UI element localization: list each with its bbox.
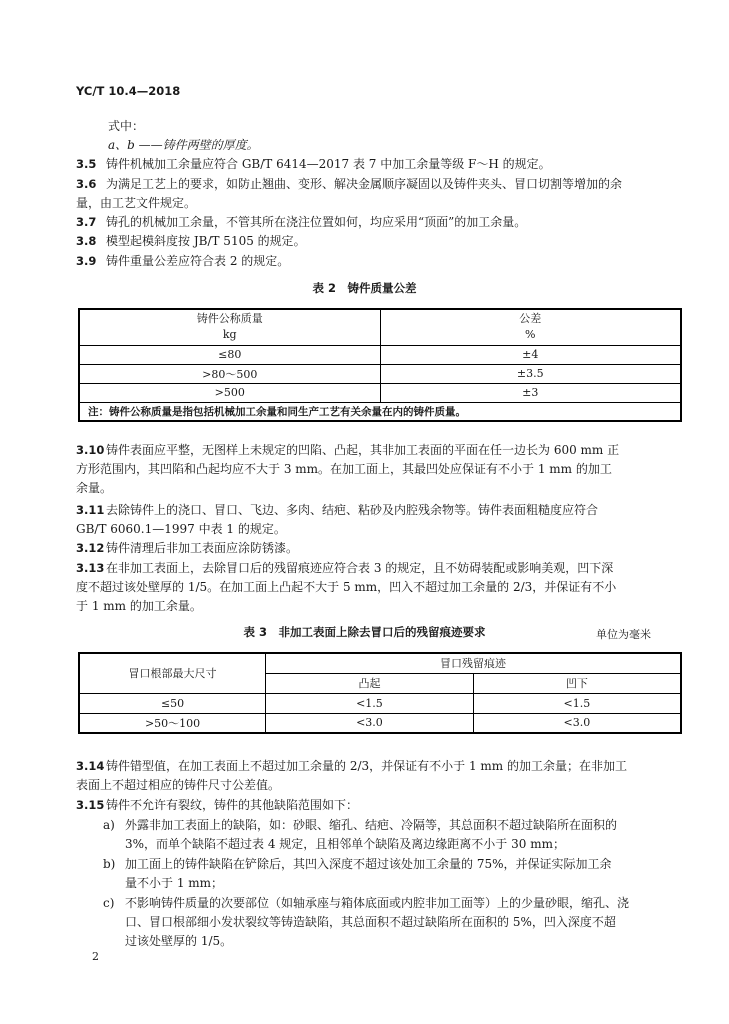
- table-note-row: [79, 402, 681, 421]
- header-cell-mass: [79, 309, 380, 345]
- table-cell: ≤50: [79, 693, 266, 713]
- clause-text: 为满足工艺上的要求，如防止翘曲、变形、解决金属顺序凝固以及铸件夹头、冒口切割等增加的余: [106, 177, 623, 191]
- header-cell-group: 冒口残留痕迹: [266, 653, 681, 673]
- table-note: 注：铸件公称质量是指包括机械加工余量和同生产工艺有关余量在内的铸件质量。: [79, 402, 681, 421]
- header-cell-riser-size: 冒口根部最大尺寸: [79, 653, 266, 693]
- table-cell: ±3.5: [380, 364, 681, 383]
- clause-number: 3.13: [76, 561, 105, 575]
- clause-3-13: [76, 558, 613, 578]
- header-cell-bump: 凸起: [266, 673, 474, 693]
- table-row: [79, 713, 681, 733]
- formula-where-label: 式中：: [108, 119, 145, 133]
- clause-text: 模型起模斜度按 JB/T 5105 的规定。: [106, 234, 306, 248]
- list-item-b-label: b): [103, 857, 116, 871]
- clause-3-11-line-2: GB/T 6060.1—1997 中表 1 的规定。: [76, 522, 286, 536]
- list-item-c-line-1: 不影响铸件质量的次要部位（如轴承座与箱体底面或内腔非加工面等）上的少量砂眼，缩孔、浇: [125, 896, 630, 910]
- clause-text: 铸件不允许有裂纹，铸件的其他缺陷范围如下：: [106, 798, 359, 812]
- clause-number: 3.9: [76, 254, 97, 268]
- clause-3-13-line-2: 度不超过该处壁厚的 1/5。在加工面上凸起不大于 5 mm，凹入不超过加工余量的 2/3，并保证有不小: [76, 580, 617, 594]
- table-cell: ≤80: [79, 345, 380, 364]
- clause-text: 铸件重量公差应符合表 2 的规定。: [106, 254, 290, 268]
- clause-3-10-line-2: 方形范围内，其凹陷和凸起均应不大于 3 mm。在加工面上，其最凹处应保证有不小于 1 mm 的加工: [76, 462, 612, 476]
- header-unit: %: [525, 328, 536, 342]
- table-row: [79, 383, 681, 402]
- clause-3-14: [76, 756, 627, 776]
- clause-number: 3.7: [76, 215, 97, 229]
- table-2-casting-mass-tolerance: [78, 308, 682, 422]
- clause-number: 3.6: [76, 177, 97, 191]
- table-3-caption: 表 3 非加工表面上除去冒口后的残留痕迹要求: [243, 625, 486, 639]
- table-row: [79, 693, 681, 713]
- clause-3-10: [76, 440, 619, 460]
- clause-text: 铸件机械加工余量应符合 GB/T 6414—2017 表 7 中加工余量等级 F～H 的规定。: [106, 157, 551, 171]
- standard-code-header: YC/T 10.4—2018: [76, 84, 181, 98]
- table-row: [79, 345, 681, 364]
- table-2-caption: 表 2 铸件质量公差: [312, 281, 417, 295]
- table-cell: >50～100: [79, 713, 266, 733]
- clause-number: 3.12: [76, 541, 105, 555]
- clause-3-10-line-3: 余量。: [76, 481, 113, 495]
- clause-3-12: [76, 538, 298, 558]
- list-item-c-line-2: 口、冒口根部细小发状裂纹等铸造缺陷，其总面积不超过缺陷所在面积的 5%，凹入深度不超: [125, 915, 616, 929]
- table-cell: >500: [79, 383, 380, 402]
- clause-number: 3.14: [76, 759, 105, 773]
- clause-number: 3.8: [76, 234, 97, 248]
- table-cell: <1.5: [473, 693, 681, 713]
- clause-3-15: [76, 795, 358, 815]
- page-number: 2: [92, 950, 99, 963]
- table-cell: <3.0: [266, 713, 474, 733]
- clause-3-14-line-2: 表面上不超过相应的铸件尺寸公差值。: [76, 778, 281, 792]
- list-item-a-label: a): [103, 818, 115, 832]
- clause-text: 铸孔的机械加工余量，不管其所在浇注位置如何，均应采用“顶面”的加工余量。: [106, 215, 527, 229]
- table-cell: <1.5: [266, 693, 474, 713]
- table-cell: ±3: [380, 383, 681, 402]
- table-cell: <3.0: [473, 713, 681, 733]
- table-header-row: [79, 309, 681, 345]
- table-3-riser-residual-marks: [78, 652, 682, 734]
- table-cell: >80～500: [79, 364, 380, 383]
- header-unit: kg: [222, 328, 237, 342]
- clause-3-13-line-3: 于 1 mm 的加工余量。: [76, 599, 202, 613]
- list-item-a-line-1: 外露非加工表面上的缺陷，如：砂眼、缩孔、结疤、冷隔等，其总面积不超过缺陷所在面积的: [125, 818, 618, 832]
- header-cell-tolerance: [380, 309, 681, 345]
- clause-3-6: [76, 174, 622, 194]
- clause-number: 3.15: [76, 798, 105, 812]
- clause-3-9: [76, 251, 289, 271]
- clause-text: 铸件错型值，在加工表面上不超过加工余量的 2/3，并保证有不小于 1 mm 的加工余量；在非加工: [106, 759, 627, 773]
- clause-number: 3.11: [76, 503, 105, 517]
- list-item-c-line-3: 过该处壁厚的 1/5。: [125, 934, 233, 948]
- list-item-b-line-2: 量不小于 1 mm；: [125, 876, 224, 890]
- list-item-b-line-1: 加工面上的铸件缺陷在铲除后，其凹入深度不超过该处加工余量的 75%，并保证实际加工余: [125, 857, 612, 871]
- list-item-a-line-2: 3%，而单个缺陷不超过表 4 规定，且相邻单个缺陷及离边缘距离不小于 30 mm；: [125, 837, 565, 851]
- clause-3-8: [76, 231, 306, 251]
- clause-text: 铸件清理后非加工表面应涂防锈漆。: [106, 541, 299, 555]
- table-header-row: [79, 653, 681, 673]
- table-row: [79, 364, 681, 383]
- clause-number: 3.10: [76, 443, 105, 457]
- clause-number: 3.5: [76, 157, 97, 171]
- table-3-unit: 单位为毫米: [596, 628, 651, 641]
- table-cell: ±4: [380, 345, 681, 364]
- clause-text: 在非加工表面上，去除冒口后的残留痕迹应符合表 3 的规定，且不妨碍装配或影响美观，凹下深: [106, 561, 614, 575]
- clause-3-7: [76, 212, 526, 232]
- clause-3-5: [76, 154, 551, 174]
- clause-text: 铸件表面应平整，无图样上未规定的凹陷、凸起，其非加工表面的平面在任一边长为 600 mm 正: [106, 443, 620, 457]
- header-cell-dent: 凹下: [473, 673, 681, 693]
- clause-3-11: [76, 500, 598, 520]
- clause-3-6-line-2: 量，由工艺文件规定。: [76, 196, 197, 210]
- list-item-c-label: c): [103, 896, 115, 910]
- header-text: 铸件公称质量: [196, 312, 263, 326]
- formula-variable-definition: a、b ——铸件两壁的厚度。: [108, 138, 259, 152]
- header-text: 公差: [519, 312, 542, 326]
- clause-text: 去除铸件上的浇口、冒口、飞边、多肉、结疤、粘砂及内腔残余物等。铸件表面粗糙度应符合: [106, 503, 599, 517]
